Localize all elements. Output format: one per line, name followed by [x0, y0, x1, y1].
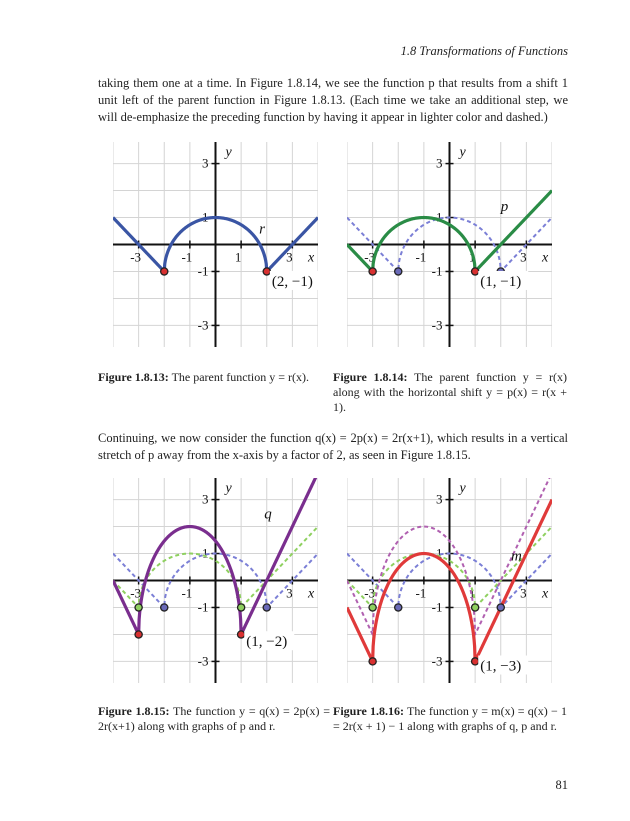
caption-figure-1-8-16	[333, 704, 567, 734]
x-tick-label: 1	[468, 249, 476, 265]
series-name-label: p	[500, 198, 509, 215]
x-tick-label: 3	[286, 249, 293, 265]
x-tick-label: 1	[234, 249, 242, 265]
y-tick-label: 3	[436, 155, 443, 171]
paragraph-1: taking them one at a time. In Figure 1.8.14, we see the function p that results from a shift 1 unit left of the parent function in Figure 1.8.13. (Each time we take an additional step, we will de-emphasize the preceding function by having it appear in lighter color and dashed.)	[98, 76, 568, 124]
y-tick-label: 1	[202, 209, 209, 225]
y-tick-label: -3	[431, 653, 443, 669]
caption-text: The parent function y = r(x).	[171, 370, 309, 384]
series-name-label: m	[511, 548, 522, 565]
y-tick-label: -1	[197, 263, 209, 279]
graph-figure-1-8-13	[113, 142, 318, 347]
y-tick-label: 3	[436, 491, 443, 507]
caption-text: The function y = m(x) = q(x) − 1 = 2r(x + 1) − 1 along with graphs of q, p and r.	[333, 704, 567, 733]
y-tick-label: 1	[436, 545, 443, 561]
x-axis-label: x	[308, 586, 315, 602]
y-tick-label: 3	[202, 155, 209, 171]
x-tick-label: 1	[234, 585, 242, 601]
x-tick-label: -1	[415, 585, 427, 601]
x-tick-label: -3	[130, 585, 142, 601]
y-tick-label: 3	[202, 491, 209, 507]
series-name-label: q	[264, 506, 272, 523]
caption-text: The function y = q(x) = 2p(x) = 2r(x+1) along with graphs of p and r.	[98, 704, 330, 733]
x-tick-label: -3	[130, 249, 142, 265]
y-tick-label: -1	[197, 599, 209, 615]
data-point	[472, 604, 479, 611]
caption-label: Figure 1.8.16:	[333, 704, 404, 718]
caption-figure-1-8-13	[98, 370, 330, 385]
y-axis-label: y	[225, 481, 232, 496]
y-tick-label: -1	[431, 263, 443, 279]
caption-label: Figure 1.8.14:	[333, 370, 408, 384]
x-axis-label: x	[542, 250, 549, 266]
data-point	[263, 268, 270, 275]
point-annotation: (1, −3)	[480, 658, 522, 675]
x-tick-label: 1	[468, 585, 476, 601]
x-tick-label: -1	[181, 585, 193, 601]
data-point	[369, 268, 376, 275]
y-tick-label: 1	[436, 209, 443, 225]
data-point	[135, 604, 142, 611]
graph-figure-1-8-16	[347, 478, 552, 683]
paragraph-2: Continuing, we now consider the function q(x) = 2p(x) = 2r(x+1), which results in a vertical stretch of p away from the x-axis by a factor of 2, as seen in Figure 1.8.15.	[98, 431, 568, 462]
data-point	[369, 604, 376, 611]
page-number: 81	[555, 778, 568, 792]
data-point	[497, 604, 504, 611]
x-tick-label: -3	[364, 585, 376, 601]
data-point	[135, 631, 142, 638]
graph-figure-1-8-15	[113, 478, 318, 683]
x-tick-label: -3	[364, 249, 376, 265]
y-tick-label: 1	[202, 545, 209, 561]
x-tick-label: 3	[520, 585, 527, 601]
y-tick-label: -3	[197, 317, 209, 333]
data-point	[161, 604, 168, 611]
running-header: 1.8 Transformations of Functions	[400, 44, 568, 58]
caption-figure-1-8-15	[98, 704, 330, 734]
y-axis-label: y	[225, 145, 232, 160]
caption-text: The parent function y = r(x) along with the horizontal shift y = p(x) = r(x + 1).	[333, 370, 567, 414]
data-point	[472, 658, 479, 665]
y-axis-label: y	[459, 481, 466, 496]
point-annotation: (2, −1)	[271, 273, 313, 290]
data-point	[238, 631, 245, 638]
x-axis-label: x	[542, 586, 549, 602]
x-tick-label: 3	[520, 249, 527, 265]
data-point	[369, 658, 376, 665]
caption-label: Figure 1.8.13:	[98, 370, 169, 384]
caption-figure-1-8-14	[333, 370, 567, 415]
x-tick-label: 3	[286, 585, 293, 601]
data-point	[263, 604, 270, 611]
data-point	[395, 268, 402, 275]
data-point	[395, 604, 402, 611]
point-annotation: (1, −2)	[246, 634, 288, 651]
data-point	[161, 268, 168, 275]
x-tick-label: -1	[181, 249, 193, 265]
series-name-label: r	[259, 221, 265, 238]
caption-label: Figure 1.8.15:	[98, 704, 170, 718]
data-point	[238, 604, 245, 611]
data-point	[472, 268, 479, 275]
point-annotation: (1, −1)	[480, 273, 522, 290]
y-tick-label: -3	[431, 317, 443, 333]
x-axis-label: x	[308, 250, 315, 266]
y-tick-label: -3	[197, 653, 209, 669]
y-tick-label: -1	[431, 599, 443, 615]
y-axis-label: y	[459, 145, 466, 160]
x-tick-label: -1	[415, 249, 427, 265]
graph-figure-1-8-14	[347, 142, 552, 347]
